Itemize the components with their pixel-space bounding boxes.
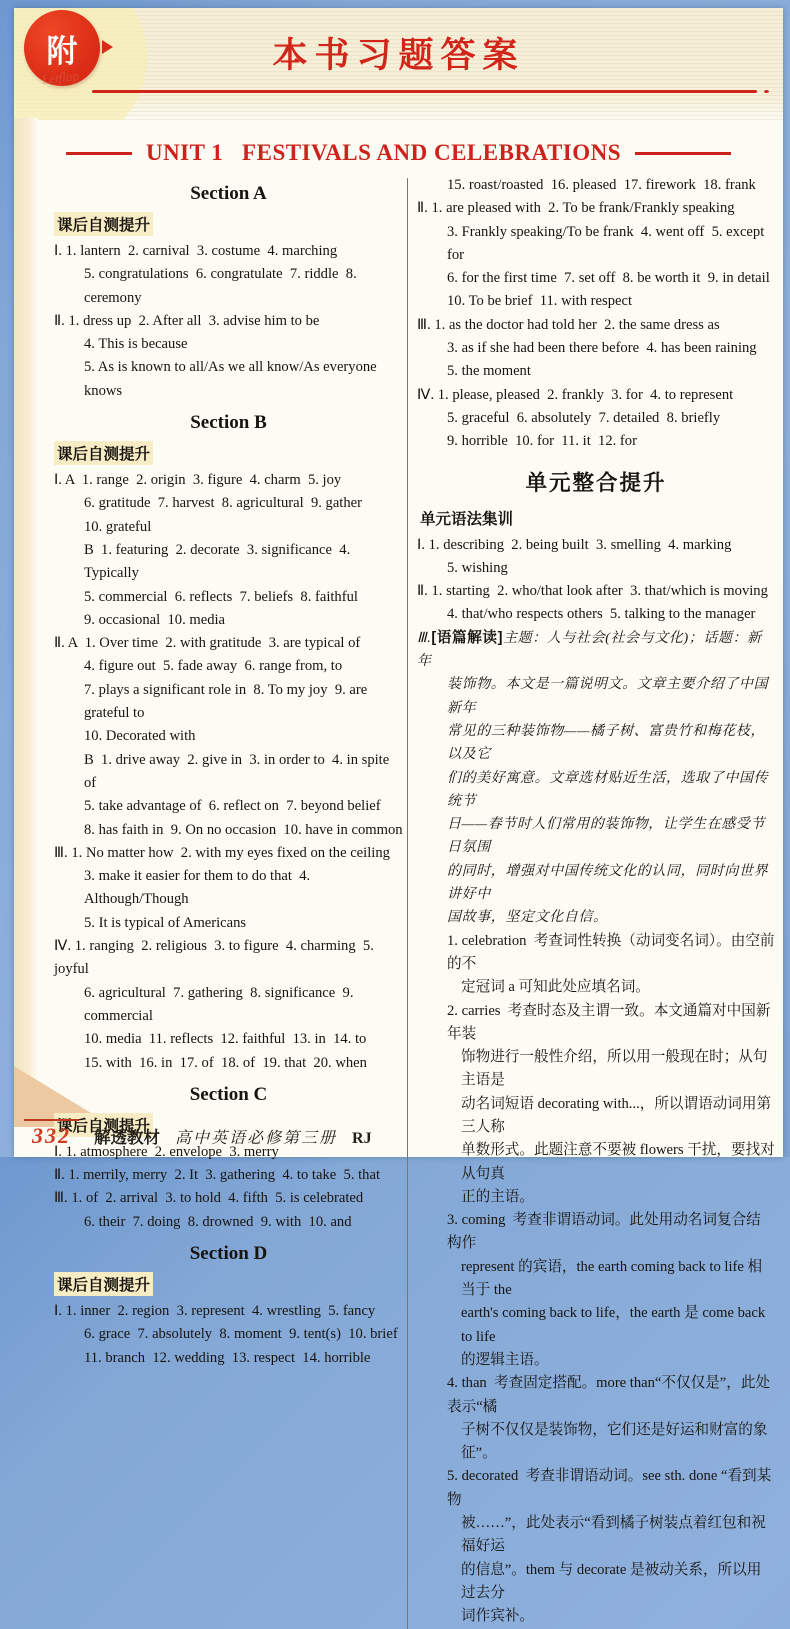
answer-line: 10. To be brief 11. with respect: [447, 293, 633, 310]
answer-line: 日——春节时人们常用的装饰物，让学生在感受节日氛围: [447, 817, 766, 856]
title-dash-left: [66, 152, 132, 155]
book-page: [14, 8, 783, 1625]
answer-line: represent 的宾语，the earth coming back to life 相当于 the: [461, 1258, 763, 1299]
answer-line: 6. their 7. doing 8. drowned 9. with 10. and: [84, 1213, 352, 1230]
book-brand: 解透教材: [94, 1129, 160, 1147]
answer-line: 5. congratulations 6. congratulate 7. riddle 8. ceremony: [84, 266, 361, 306]
unit-title-text: UNIT 1 FESTIVALS AND CELEBRATIONS: [145, 140, 622, 165]
section-title: Section D: [189, 1242, 268, 1264]
answer-line: 3. as if she had been there before 4. has been raining: [447, 340, 757, 357]
bold-tag: [语篇解读]: [431, 629, 504, 646]
answer-line: earth's coming back to life，the earth 是 come back to life: [461, 1305, 769, 1345]
answer-line: 4. This is because: [84, 336, 188, 353]
label: 课后自测提升: [54, 441, 153, 465]
answer-line: 8. has faith in 9. On no occasion 10. have in common: [84, 821, 403, 838]
book-edition: RJ: [352, 1130, 372, 1147]
right-column: [417, 174, 779, 1629]
answer-line: 装饰物。本文是一篇说明文。文章主要介绍了中国新年: [447, 677, 769, 716]
answer-line: 6. gratitude 7. harvest 8. agricultural 9. gather: [84, 495, 363, 512]
answer-line: Ⅱ. 1. starting 2. who/that look after 3. that/which is moving: [417, 583, 768, 600]
answer-line: Ⅲ. 1. No matter how 2. with my eyes fixed on the ceiling: [54, 844, 390, 861]
answer-line: 5. the moment: [447, 363, 531, 380]
answer-line: 动名词短语 decorating with...，所以谓语动词用第三人称: [461, 1095, 772, 1135]
answer-line: 4. figure out 5. fade away 6. range from, to: [84, 658, 343, 675]
answer-line: Ⅲ. 1. of 2. arrival 3. to hold 4. fifth 5. is celebrated: [54, 1190, 364, 1207]
answer-line: 单数形式。此题注意不要被 flowers 干扰，要找对从句真: [461, 1142, 775, 1182]
appendix-tab-label: 附: [46, 33, 78, 69]
answer-line: Ⅱ. 1. are pleased with 2. To be frank/Frankly speaking: [417, 200, 735, 217]
answer-line: 15. with 16. in 17. of 18. of 19. that 20. when: [84, 1054, 367, 1071]
title-dash-right: [635, 152, 731, 155]
answer-line: Ⅲ. 1. as the doctor had told her 2. the same dress as: [417, 316, 720, 333]
answer-line: 4. than 考查固定搭配。more than“不仅仅是”，此处表示“橘: [447, 1375, 771, 1415]
answer-line: 5. It is typical of Americans: [84, 914, 247, 931]
left-column: [54, 174, 403, 1629]
answer-line: 15. roast/roasted 16. pleased 17. firework 18. frank: [447, 177, 756, 193]
answer-line: 11. branch 12. wedding 13. respect 14. horrible: [84, 1349, 371, 1366]
tab-side-note: Letflap: [41, 68, 80, 87]
answer-line: 的信息”。them 与 decorate 是被动关系，所以用过去分: [461, 1561, 762, 1601]
answer-line: 3. coming 考查非谓语动词。此处用动名词复合结构作: [447, 1212, 761, 1252]
answer-line: 10. media 11. reflects 12. faithful 13. in 14. to: [84, 1031, 367, 1048]
answer-line: Ⅰ. 1. atmosphere 2. envelope 3. merry: [54, 1143, 279, 1160]
answer-line: 9. horrible 10. for 11. it 12. for: [447, 433, 637, 450]
answer-line: B 1. featuring 2. decorate 3. significance 4. Typically: [84, 541, 354, 582]
answer-line: 5. wishing: [447, 559, 508, 576]
answer-line: 饰物进行一般性介绍，所以用一般现在时；从句主语是: [461, 1049, 768, 1089]
column-divider: [407, 178, 408, 1629]
answer-line: 3. make it easier for them to do that 4. Although/Though: [84, 868, 313, 908]
answer-line: B 1. drive away 2. give in 3. in order to 4. in spite of: [84, 751, 393, 791]
answer-line: 的同时，增强对中国传统文化的认同，同时向世界讲好中: [447, 863, 769, 903]
answer-line: 6. grace 7. absolutely 8. moment 9. tent(s) 10. brief: [84, 1326, 398, 1343]
answer-line: 2. carries 考查时态及主谓一致。本文通篇对中国新年装: [447, 1002, 771, 1042]
answer-line: Ⅳ. 1. please, pleased 2. frankly 3. for 4. to represent: [417, 386, 734, 403]
answer-line: 5. decorated 考查非谓语动词。see sth. done “看到某物: [447, 1468, 772, 1508]
answer-line: Ⅰ. 1. lantern 2. carnival 3. costume 4. marching: [54, 243, 338, 259]
answer-line: Ⅱ. A 1. Over time 2. with gratitude 3. are typical of: [54, 635, 361, 652]
answer-line: 7. plays a significant role in 8. To my joy 9. are grateful to: [84, 681, 371, 722]
answer-line: 5. commercial 6. reflects 7. beliefs 8. faithful: [84, 588, 358, 605]
answer-line: Ⅱ. 1. merrily, merry 2. It 3. gathering 4. to take 5. that: [54, 1167, 381, 1184]
answer-line: 被……”，此处表示“看到橘子树装点着红包和祝福好运: [461, 1515, 766, 1555]
header-rule: [92, 90, 757, 93]
answer-line: 的逻辑主语。: [461, 1351, 549, 1368]
page-title: 本书习题答案: [272, 36, 525, 75]
page-footer: [24, 1119, 372, 1149]
answer-line: 5. take advantage of 6. reflect on 7. beyond belief: [84, 798, 381, 815]
answer-line: 10. grateful: [84, 518, 152, 535]
answer-line: 3. Frankly speaking/To be frank 4. went off 5. except for: [447, 223, 768, 263]
answer-line: 们的美好寓意。文章选材贴近生活，选取了中国传统节: [447, 770, 769, 809]
label: 课后自测提升: [54, 1113, 153, 1137]
page-header: [14, 8, 783, 120]
label: 单元语法集训: [420, 510, 514, 528]
big-title: 单元整合提升: [525, 470, 667, 495]
answer-line: 5. graceful 6. absolutely 7. detailed 8. briefly: [447, 409, 721, 426]
answer-line: 词作宾补。: [461, 1608, 534, 1625]
answer-line: 1. celebration 考查词性转换（动词变名词）。由空前的不: [447, 932, 775, 972]
book-title: 高中英语必修第三册: [175, 1130, 338, 1147]
answer-line: 5. As is known to all/As we all know/As everyone knows: [84, 359, 381, 399]
answer-line: 国故事，坚定文化自信。: [447, 910, 608, 926]
answer-line: 10. Decorated with: [84, 728, 196, 745]
answer-line: Ⅰ. 1. inner 2. region 3. represent 4. wrestling 5. fancy: [54, 1302, 376, 1319]
answer-line: Ⅰ. 1. describing 2. being built 3. smelling 4. marking: [417, 536, 732, 553]
answer-line: 6. agricultural 7. gathering 8. significance 9. commercial: [84, 984, 358, 1024]
answers-content: [14, 168, 783, 1629]
answer-line: Ⅳ. 1. ranging 2. religious 3. to figure 4. charming 5. joyful: [54, 938, 378, 978]
label: 课后自测提升: [54, 1272, 153, 1296]
answer-line: Ⅱ. 1. dress up 2. After all 3. advise him to be: [54, 312, 320, 329]
section-title: Section C: [189, 1083, 268, 1105]
section-title: Section B: [190, 412, 267, 434]
answer-line: 子树不仅仅是装饰物，它们还是好运和财富的象征”。: [461, 1421, 768, 1462]
answer-line: Ⅲ.[语篇解读]主题：人与社会(社会与文化)；话题：新年: [417, 629, 762, 670]
unit-title: [14, 140, 783, 166]
answer-line: 定冠词 a 可知此处应填名词。: [461, 979, 650, 996]
answer-line: 6. for the first time 7. set off 8. be worth it 9. in detail: [447, 270, 770, 287]
section-title: Section A: [190, 183, 267, 204]
answer-line: Ⅰ. A 1. range 2. origin 3. figure 4. charm 5. joy: [54, 472, 342, 489]
answer-line: 4. that/who respects others 5. talking to the manager: [447, 606, 756, 623]
answer-line: 常见的三种装饰物——橘子树、富贵竹和梅花枝，以及它: [447, 723, 766, 763]
answer-line: 正的主语。: [461, 1188, 534, 1205]
answer-line: 9. occasional 10. media: [84, 611, 226, 628]
page-number: 332: [24, 1119, 79, 1149]
label: 课后自测提升: [54, 212, 153, 236]
